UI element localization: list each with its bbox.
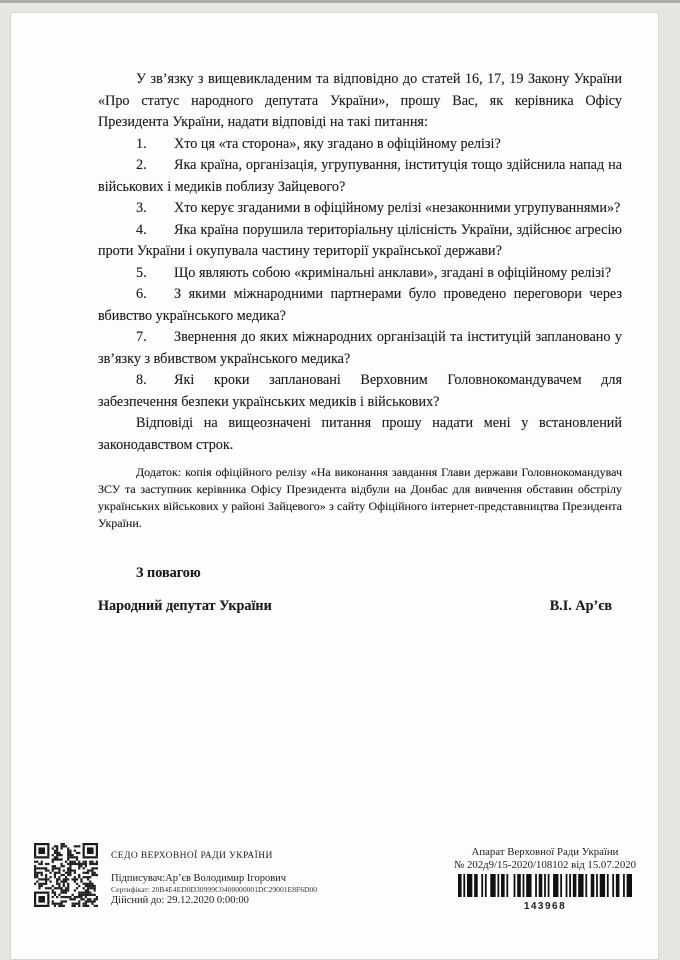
question-number: 8.	[136, 372, 147, 388]
signer-name: В.І. Ар’єв	[549, 597, 612, 614]
question-number: 5.	[136, 264, 147, 281]
office-label: Апарат Верховної Ради України	[471, 846, 619, 858]
signer-position: Народний депутат України	[98, 597, 272, 614]
question-item-1	[98, 134, 622, 156]
question-item-3	[98, 198, 622, 220]
question-item-4	[98, 220, 622, 263]
question-text: Яка країна, організація, угрупування, інституція тощо здійснила напад на військових і медиків поблизу Зайцевого?	[98, 157, 622, 195]
question-text: З якими міжнародними партнерами було проведено переговори через вбивство українського медика?	[98, 286, 622, 324]
document-page	[10, 12, 659, 960]
question-number: 2.	[136, 157, 147, 173]
question-item-5	[98, 263, 622, 285]
question-text: Які кроки заплановані Верховним Головнокомандувачем для забезпечення безпеки українських медиків і військових?	[98, 372, 622, 410]
digital-signature-stamp	[111, 851, 441, 906]
barcode-number: 143968	[523, 901, 567, 912]
barcode-wrap	[441, 874, 649, 902]
question-number: 3.	[136, 200, 147, 216]
sedo-label: СЕДО ВЕРХОВНОЇ РАДИ УКРАЇНИ	[111, 851, 273, 861]
closing-paragraph: Відповіді на вищеозначені питання прошу надати мені у встановлений законодавством строк.	[98, 415, 622, 453]
validity-line: Дійсний до: 29.12.2020 0:00:00	[111, 895, 249, 906]
question-item-8	[98, 370, 622, 413]
question-text: Хто ця «та сторона», яку згадано в офіційному релізі?	[174, 135, 501, 152]
question-text: Звернення до яких міжнародних організацій та інституцій заплановано у зв’язку з вбивством українського медика?	[98, 329, 622, 367]
image-top-edge	[0, 0, 680, 3]
registration-number: № 202д9/15-2020/108102 від 15.07.2020	[453, 859, 637, 871]
question-item-6	[98, 284, 622, 327]
attachment-paragraph: Додаток: копія офіційного релізу «На виконання завдання Глави держави Головнокомандувач ЗСУ та заступник керівника Офісу Президента відбули на Донбас для вивчення обставин обстрілу українських військових у районі Зайцевого» з сайту Офіційного інтернет-представництва Президента України.	[98, 465, 622, 530]
intro-paragraph: У зв’язку з вищевикладеним та відповідно до статей 16, 17, 19 Закону України «Про статус народного депутата України», прошу Вас, як керівника Офісу Президента України, надати відповіді на такі питання:	[98, 71, 622, 130]
question-item-2	[98, 155, 622, 198]
question-number: 6.	[136, 286, 147, 302]
question-text: Що являють собою «кримінальні анклави», згадані в офіційному релізі?	[174, 264, 612, 281]
barcode-icon	[458, 874, 632, 897]
question-number: 7.	[136, 329, 147, 345]
letter-body	[98, 69, 622, 617]
question-number: 4.	[136, 221, 147, 238]
question-number: 1.	[136, 135, 147, 152]
qr-code-icon	[34, 843, 98, 907]
signer-line: Підписувач:Ар’єв Володимир Ігорович	[111, 873, 287, 884]
signature-salute: З повагою	[136, 565, 201, 581]
signature-row	[98, 596, 622, 618]
question-text: Яка країна порушила територіальну цілісність України, здійснює агресію проти України і окупувала частину території української держави?	[98, 221, 622, 259]
registration-stamp	[441, 846, 649, 912]
certificate-line: Сертифікат: 20B4E4ED0D30999C0400000001DC29001E8F6D00	[111, 885, 318, 894]
question-item-7	[98, 327, 622, 370]
question-text: Хто керує згаданими в офіційному релізі «незаконними угрупуваннями»?	[174, 200, 621, 216]
